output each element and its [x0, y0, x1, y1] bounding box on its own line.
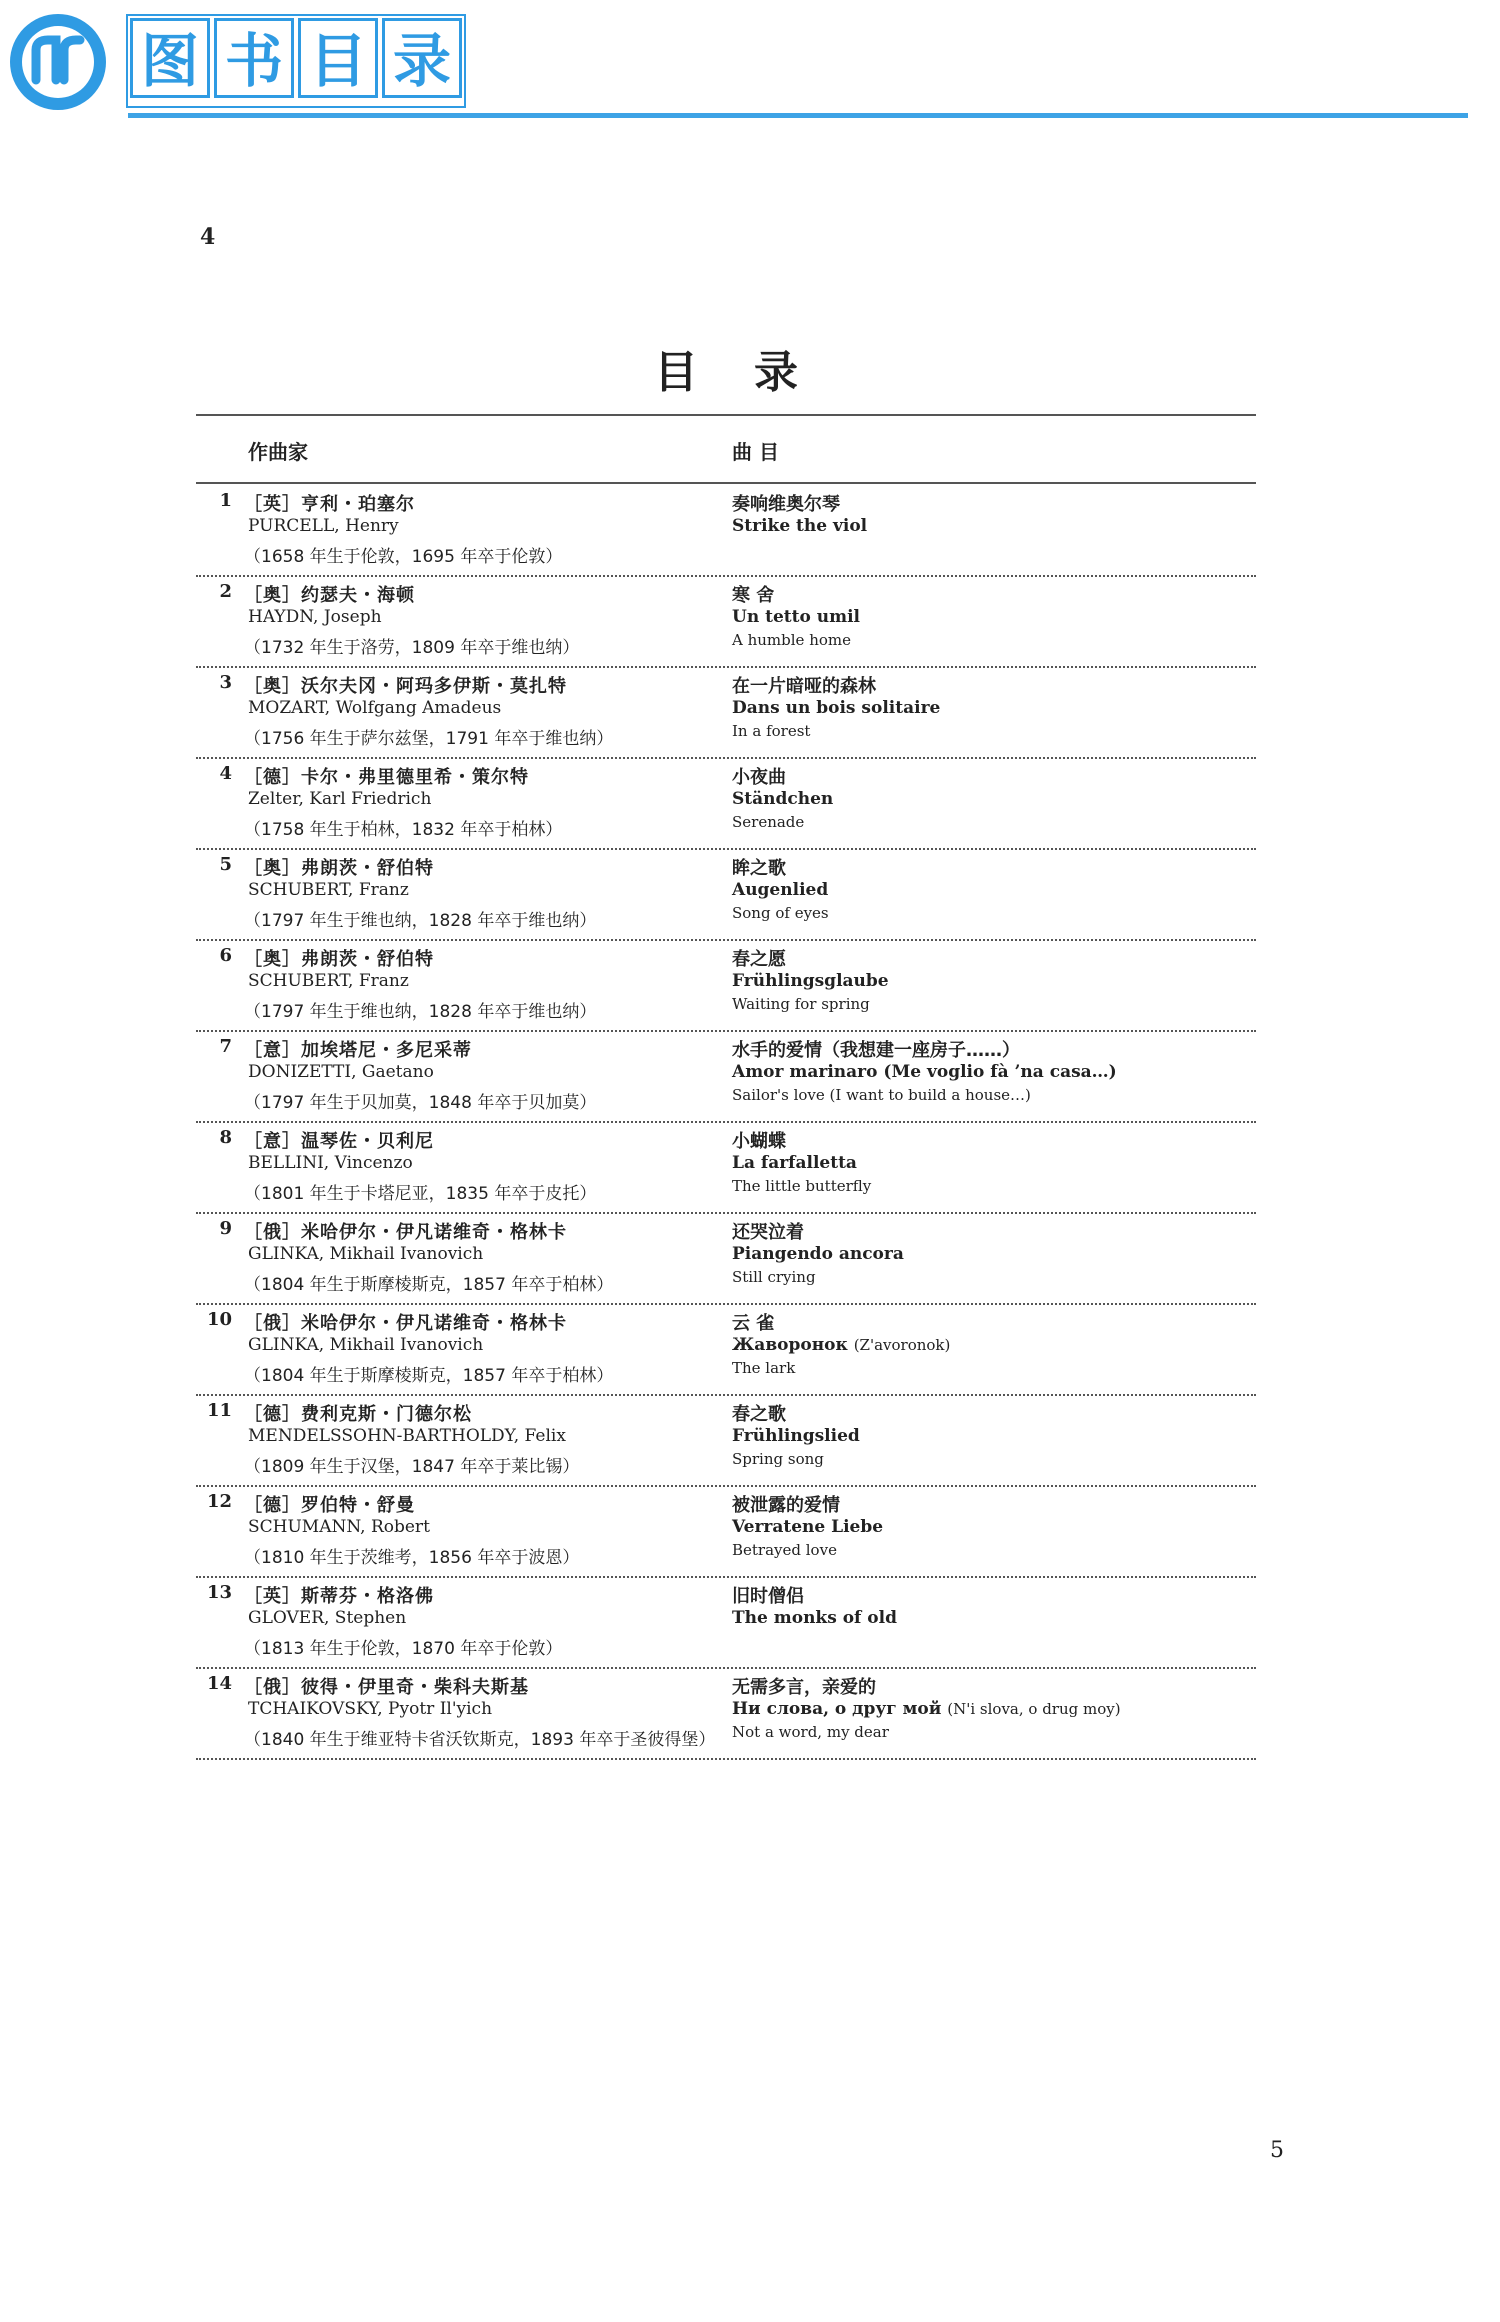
toc-entry: [196, 486, 1256, 577]
toc-entry: [196, 850, 1256, 941]
song-title-en: Betrayed love: [732, 1541, 837, 1559]
entry-number: 5: [219, 854, 232, 875]
divider: [196, 414, 1256, 416]
composer-name-cn: ［俄］彼得・伊里奇・柴科夫斯基: [244, 1677, 529, 1698]
toc-entry: [196, 1487, 1256, 1578]
composer-name-en: Zelter, Karl Friedrich: [248, 789, 432, 809]
song-title-original: Amor marinaro (Me voglio fà ’na casa…): [732, 1062, 1117, 1082]
composer-dates: （1797 年生于维也纳，1828 年卒于维也纳）: [244, 911, 597, 931]
catalog-banner: [126, 14, 466, 108]
song-title-en: Waiting for spring: [732, 995, 870, 1013]
composer-dates: （1804 年生于斯摩棱斯克，1857 年卒于柏林）: [244, 1366, 614, 1386]
composer-name-en: GLINKA, Mikhail Ivanovich: [248, 1244, 484, 1264]
song-title-en: Spring song: [732, 1450, 824, 1468]
song-title-cn: 在一片暗哑的森林: [732, 676, 876, 697]
song-title-en: Song of eyes: [732, 904, 829, 922]
entry-number: 8: [219, 1127, 232, 1148]
banner-char: 图: [130, 18, 210, 98]
composer-dates: （1797 年生于维也纳，1828 年卒于维也纳）: [244, 1002, 597, 1022]
composer-name-cn: ［意］温琴佐・贝利尼: [244, 1131, 434, 1152]
song-title-cn: 水手的爱情（我想建一座房子……）: [732, 1040, 1020, 1061]
song-title-original: Augenlied: [732, 880, 829, 900]
toc-entry: [196, 1669, 1256, 1760]
song-title-en: In a forest: [732, 722, 811, 740]
song-title-transliteration: (N'i slova, o drug moy): [947, 1700, 1121, 1718]
toc-entry: [196, 577, 1256, 668]
composer-name-cn: ［奥］约瑟夫・海顿: [244, 585, 415, 606]
composer-dates: （1801 年生于卡塔尼亚，1835 年卒于皮托）: [244, 1184, 597, 1204]
divider: [196, 482, 1256, 484]
toc-entry: [196, 1578, 1256, 1669]
song-title-original: Piangendo ancora: [732, 1244, 904, 1264]
entry-number: 7: [219, 1036, 232, 1057]
entry-number: 10: [206, 1309, 232, 1330]
song-title-transliteration: (Z'avoronok): [853, 1336, 951, 1354]
toc-entry: [196, 1396, 1256, 1487]
toc-list: [196, 486, 1256, 1760]
song-title-en: Serenade: [732, 813, 805, 831]
song-title-original: The monks of old: [732, 1608, 897, 1628]
song-title-cn: 小夜曲: [732, 767, 786, 788]
entry-number: 12: [206, 1491, 232, 1512]
publisher-logo-icon: [6, 10, 110, 114]
composer-name-en: SCHUBERT, Franz: [248, 971, 409, 991]
song-title-cn: 奏响维奥尔琴: [732, 494, 840, 515]
entry-number: 3: [219, 672, 232, 693]
song-title-original: Verratene Liebe: [732, 1517, 884, 1537]
entry-number: 13: [206, 1582, 232, 1603]
composer-name-cn: ［奥］沃尔夫冈・阿玛多伊斯・莫扎特: [244, 676, 567, 697]
song-title-original: Ständchen: [732, 789, 834, 809]
composer-name-cn: ［德］卡尔・弗里德里希・策尔特: [244, 767, 529, 788]
composer-name-en: SCHUBERT, Franz: [248, 880, 409, 900]
song-title-original: La farfalletta: [732, 1153, 857, 1173]
song-title-en: Not a word, my dear: [732, 1723, 889, 1741]
composer-name-cn: ［俄］米哈伊尔・伊凡诺维奇・格林卡: [244, 1222, 567, 1243]
song-title-cn: 春之歌: [732, 1404, 786, 1425]
composer-dates: （1809 年生于汉堡，1847 年卒于莱比锡）: [244, 1457, 580, 1477]
composer-name-en: PURCELL, Henry: [248, 516, 399, 536]
page-number-left: 4: [200, 224, 216, 250]
song-title-cn: 被泄露的爱情: [732, 1495, 840, 1516]
song-title-cn: 寒 舍: [732, 585, 775, 606]
composer-name-cn: ［德］罗伯特・舒曼: [244, 1495, 415, 1516]
composer-name-cn: ［德］费利克斯・门德尔松: [244, 1404, 472, 1425]
toc-entry: [196, 1214, 1256, 1305]
toc-entry: [196, 1123, 1256, 1214]
song-title-original: Dans un bois solitaire: [732, 698, 941, 718]
composer-dates: （1756 年生于萨尔兹堡，1791 年卒于维也纳）: [244, 729, 614, 749]
composer-name-en: BELLINI, Vincenzo: [248, 1153, 413, 1173]
song-title-cn: 眸之歌: [732, 858, 786, 879]
composer-dates: （1658 年生于伦敦，1695 年卒于伦敦）: [244, 547, 563, 567]
toc-title: 目录: [654, 347, 854, 398]
song-title-cn: 无需多言，亲爱的: [732, 1677, 876, 1698]
composer-name-cn: ［奥］弗朗茨・舒伯特: [244, 949, 434, 970]
composer-name-cn: ［奥］弗朗茨・舒伯特: [244, 858, 434, 879]
composer-column-header: 作曲家: [248, 440, 308, 464]
song-title-original: Жаворонок (Z'avoronok): [732, 1335, 951, 1355]
song-title-en: The little butterfly: [732, 1177, 872, 1195]
song-title-original: Strike the viol: [732, 516, 868, 536]
composer-name-en: TCHAIKOVSKY, Pyotr Il'yich: [248, 1699, 493, 1719]
song-title-original: Un tetto umil: [732, 607, 860, 627]
banner-char: 书: [214, 18, 294, 98]
composer-name-cn: ［英］亨利・珀塞尔: [244, 494, 415, 515]
composer-dates: （1813 年生于伦敦，1870 年卒于伦敦）: [244, 1639, 563, 1659]
toc-entry: [196, 759, 1256, 850]
composer-name-en: MENDELSSOHN-BARTHOLDY, Felix: [248, 1426, 566, 1446]
entry-number: 4: [219, 763, 232, 784]
song-title-en: Still crying: [732, 1268, 816, 1286]
song-title-original: Frühlingsglaube: [732, 971, 889, 991]
song-title-cn: 春之愿: [732, 949, 786, 970]
song-title-cn: 旧时僧侣: [732, 1586, 804, 1607]
entry-number: 2: [219, 581, 232, 602]
composer-name-en: DONIZETTI, Gaetano: [248, 1062, 434, 1082]
composer-name-en: SCHUMANN, Robert: [248, 1517, 430, 1537]
composer-name-en: GLOVER, Stephen: [248, 1608, 407, 1628]
toc-entry: [196, 668, 1256, 759]
page-number-right: 5: [1270, 2138, 1284, 2163]
song-title-cn: 云 雀: [732, 1313, 775, 1334]
entry-number: 14: [206, 1673, 232, 1694]
song-title-cn: 还哭泣着: [732, 1222, 804, 1243]
song-title-original: Ни слова, о друг мой (N'i slova, o drug moy): [732, 1699, 1121, 1719]
composer-dates: （1758 年生于柏林，1832 年卒于柏林）: [244, 820, 563, 840]
composer-name-en: HAYDN, Joseph: [248, 607, 382, 627]
composer-dates: （1840 年生于维亚特卡省沃钦斯克，1893 年卒于圣彼得堡）: [244, 1730, 716, 1750]
song-title-en: Sailor's love (I want to build a house…): [732, 1086, 1031, 1104]
song-title-original: Frühlingslied: [732, 1426, 860, 1446]
song-title-cn: 小蝴蝶: [732, 1131, 786, 1152]
entry-number: 11: [206, 1400, 232, 1421]
song-title-en: The lark: [732, 1359, 796, 1377]
composer-name-cn: ［意］加埃塔尼・多尼采蒂: [244, 1040, 472, 1061]
composer-name-en: GLINKA, Mikhail Ivanovich: [248, 1335, 484, 1355]
toc-entry: [196, 1032, 1256, 1123]
composer-name-cn: ［英］斯蒂芬・格洛佛: [244, 1586, 434, 1607]
entry-number: 1: [219, 490, 232, 511]
toc-entry: [196, 1305, 1256, 1396]
song-title-en: A humble home: [732, 631, 851, 649]
entry-number: 6: [219, 945, 232, 966]
banner-char: 录: [382, 18, 462, 98]
composer-dates: （1810 年生于茨维考，1856 年卒于波恩）: [244, 1548, 580, 1568]
entry-number: 9: [219, 1218, 232, 1239]
composer-name-cn: ［俄］米哈伊尔・伊凡诺维奇・格林卡: [244, 1313, 567, 1334]
toc-entry: [196, 941, 1256, 1032]
title-column-header: 曲 目: [732, 440, 779, 464]
composer-dates: （1797 年生于贝加莫，1848 年卒于贝加莫）: [244, 1093, 597, 1113]
composer-dates: （1732 年生于洛劳，1809 年卒于维也纳）: [244, 638, 580, 658]
header-rule: [128, 113, 1468, 118]
composer-name-en: MOZART, Wolfgang Amadeus: [248, 698, 502, 718]
composer-dates: （1804 年生于斯摩棱斯克，1857 年卒于柏林）: [244, 1275, 614, 1295]
banner-char: 目: [298, 18, 378, 98]
